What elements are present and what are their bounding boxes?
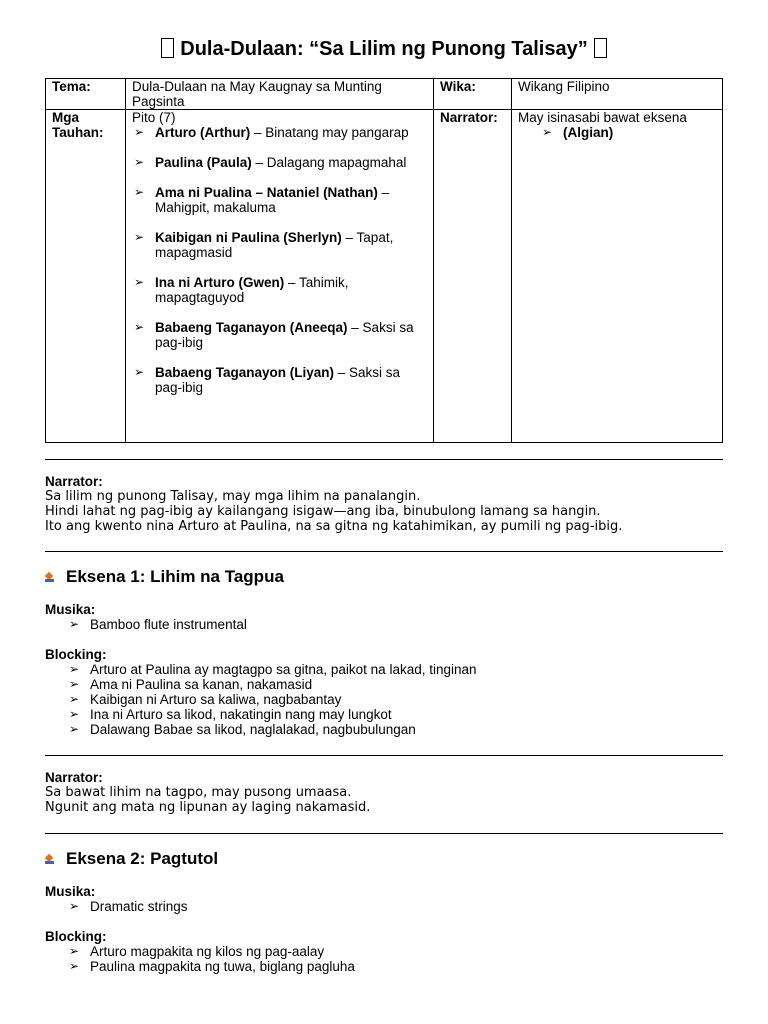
list-item: ➢ Ina ni Arturo sa likod, nakatingin nang may lungkot: [69, 707, 392, 722]
narrator-note: May isinasabi bawat eksena: [518, 110, 687, 125]
narration-line: Sa bawat lihim na tagpo, may pusong umaasa.: [45, 785, 352, 800]
tauhan-cell: [126, 110, 434, 443]
diamond-bullet-icon: [45, 573, 54, 582]
narrator-label: Narrator:: [434, 110, 512, 443]
document-title: [0, 38, 768, 61]
wika-value: Wikang Filipino: [512, 79, 723, 110]
narrator-name-item: ➢ (Algian): [542, 125, 614, 140]
blocking-label: Blocking:: [45, 929, 107, 944]
blocking-list: [45, 944, 735, 974]
narrator-heading: Narrator:: [45, 770, 103, 785]
arrow-bullet-icon: ➢: [134, 365, 145, 379]
narration-line: Ngunit ang mata ng lipunan ay laging nakamasid.: [45, 800, 371, 815]
narrator-cell: [512, 110, 723, 443]
list-item: ➢ Ina ni Arturo (Gwen) – Tahimik, mapagtaguyod: [134, 275, 349, 305]
arrow-bullet-icon: ➢: [69, 899, 80, 913]
scene-1-details: [45, 602, 735, 737]
arrow-bullet-icon: ➢: [69, 617, 80, 631]
narration-line: Ito ang kwento nina Arturo at Paulina, na sa gitna ng katahimikan, ay pumili ng pag-ibig.: [45, 519, 623, 534]
divider: [45, 755, 723, 756]
missing-glyph-icon: [594, 38, 607, 58]
list-item: ➢ Paulina magpakita ng tuwa, biglang pagluha: [69, 959, 355, 974]
arrow-bullet-icon: ➢: [69, 944, 80, 958]
tauhan-count: Pito (7): [132, 110, 176, 125]
divider: [45, 833, 723, 834]
arrow-bullet-icon: ➢: [134, 320, 145, 334]
tema-value: Dula-Dulaan na May Kaugnay sa Munting Pagsinta: [126, 79, 434, 110]
musika-list: [45, 899, 735, 914]
narration-2: [45, 770, 735, 815]
arrow-bullet-icon: ➢: [134, 185, 145, 199]
arrow-bullet-icon: ➢: [134, 275, 145, 289]
divider: [45, 551, 723, 552]
list-item: ➢ Paulina (Paula) – Dalagang mapagmahal: [134, 155, 407, 170]
arrow-bullet-icon: ➢: [134, 230, 145, 244]
list-item: ➢ Bamboo flute instrumental: [69, 617, 247, 632]
list-item: ➢ Dramatic strings: [69, 899, 188, 914]
arrow-bullet-icon: ➢: [69, 722, 80, 736]
musika-label: Musika:: [45, 602, 96, 617]
divider: [45, 459, 723, 460]
blocking-label: Blocking:: [45, 647, 107, 662]
list-item: ➢ Arturo at Paulina ay magtagpo sa gitna, paikot na lakad, tinginan: [69, 662, 477, 677]
list-item: ➢ Kaibigan ni Arturo sa kaliwa, nagbabantay: [69, 692, 342, 707]
narration-line: Hindi lahat ng pag-ibig ay kailangang isigaw—ang iba, binubulong lamang sa hangin.: [45, 504, 601, 519]
list-item: ➢ Kaibigan ni Paulina (Sherlyn) – Tapat, mapagmasid: [134, 230, 394, 260]
character-list: [132, 125, 427, 395]
list-item: ➢ Arturo (Arthur) – Binatang may pangarap: [134, 125, 409, 140]
missing-glyph-icon: [161, 38, 174, 58]
blocking-list: [45, 662, 735, 737]
musika-list: [45, 617, 735, 632]
diamond-bullet-icon: [45, 855, 54, 864]
arrow-bullet-icon: ➢: [69, 662, 80, 676]
list-item: ➢ Ama ni Paulina sa kanan, nakamasid: [69, 677, 313, 692]
narration-line: Sa lilim ng punong Talisay, may mga lihim na panalangin.: [45, 489, 421, 504]
tauhan-label: Mga Tauhan:: [46, 110, 126, 443]
list-item: ➢ Babaeng Taganayon (Liyan) – Saksi sa pag-ibig: [134, 365, 401, 395]
list-item: ➢ Arturo magpakita ng kilos ng pag-aalay: [69, 944, 325, 959]
arrow-bullet-icon: ➢: [69, 707, 80, 721]
title-text: Dula-Dulaan: “Sa Lilim ng Punong Talisay”: [180, 38, 588, 60]
list-item: ➢ Babaeng Taganayon (Aneeqa) – Saksi sa pag-ibig: [134, 320, 414, 350]
arrow-bullet-icon: ➢: [542, 125, 553, 139]
scene-2-heading: Eksena 2: Pagtutol: [45, 849, 218, 869]
play-info-table: [45, 78, 723, 443]
arrow-bullet-icon: ➢: [69, 959, 80, 973]
scene-1-heading: Eksena 1: Lihim na Tagpua: [45, 567, 284, 587]
tema-label: Tema:: [46, 79, 126, 110]
musika-label: Musika:: [45, 884, 96, 899]
narrator-heading: Narrator:: [45, 474, 103, 489]
intro-narration: [45, 474, 735, 534]
arrow-bullet-icon: ➢: [69, 677, 80, 691]
arrow-bullet-icon: ➢: [134, 125, 145, 139]
arrow-bullet-icon: ➢: [134, 155, 145, 169]
list-item: ➢ Ama ni Pualina – Nataniel (Nathan) – Mahigpit, makaluma: [134, 185, 390, 215]
arrow-bullet-icon: ➢: [69, 692, 80, 706]
scene-2-details: [45, 884, 735, 974]
wika-label: Wika:: [434, 79, 512, 110]
list-item: ➢ Dalawang Babae sa likod, naglalakad, nagbubulungan: [69, 722, 416, 737]
